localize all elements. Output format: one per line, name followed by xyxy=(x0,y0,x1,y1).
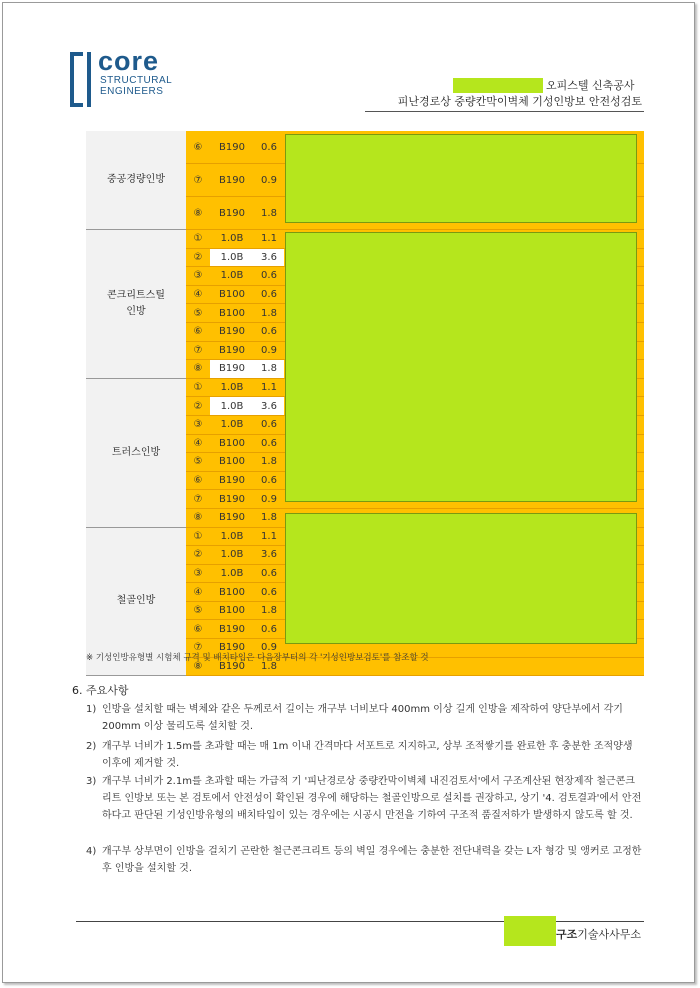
row-number-cell: ⑧ xyxy=(186,197,210,230)
list-item-3 xyxy=(86,773,644,824)
length-cell: 0.6 xyxy=(254,564,284,583)
length-cell: 0.6 xyxy=(254,267,284,286)
list-item-number: 2) xyxy=(86,741,97,752)
length-cell: 0.6 xyxy=(254,471,284,490)
type-cell: B190 xyxy=(210,131,254,164)
list-item-number: 3) xyxy=(86,776,97,787)
project-suffix: 오피스텔 신축공사 xyxy=(546,79,635,92)
row-number-cell: ② xyxy=(186,397,210,416)
list-item-1 xyxy=(86,701,644,735)
logo-line2: ENGINEERS xyxy=(100,86,164,97)
length-cell: 0.9 xyxy=(254,490,284,509)
row-number-cell: ④ xyxy=(186,434,210,453)
section-title: 6. 주요사항 xyxy=(72,684,129,697)
document-title: 피난경로상 중량칸막이벽체 기성인방보 안전성검토 xyxy=(397,95,642,108)
row-number-cell: ② xyxy=(186,248,210,267)
type-cell: 1.0B xyxy=(210,397,254,416)
length-cell: 3.6 xyxy=(254,248,284,267)
length-cell: 3.6 xyxy=(254,546,284,565)
redacted-project-name xyxy=(453,78,543,93)
length-cell: 1.1 xyxy=(254,527,284,546)
list-item-text: 개구부 너비가 1.5m를 초과할 때는 매 1m 이내 간격마다 서포트로 지지하고, 상부 조적쌓기를 완료한 후 충분한 조적양생 이후에 제거할 것. xyxy=(102,741,633,769)
type-cell: B190 xyxy=(210,508,254,527)
row-number-cell: ⑥ xyxy=(186,322,210,341)
length-cell: 1.8 xyxy=(254,453,284,472)
type-cell: B100 xyxy=(210,434,254,453)
row-number-cell: ⑥ xyxy=(186,471,210,490)
length-cell: 1.8 xyxy=(254,304,284,323)
list-item-number: 1) xyxy=(86,704,97,715)
header-divider xyxy=(365,111,644,112)
type-cell: B190 xyxy=(210,322,254,341)
row-number-cell: ⑦ xyxy=(186,639,210,658)
length-cell: 0.6 xyxy=(254,131,284,164)
row-number-cell: ⑧ xyxy=(186,360,210,379)
type-cell: B190 xyxy=(210,164,254,197)
category-cell: 중공경량인방 xyxy=(86,131,186,230)
list-item-text: 개구부 너비가 2.1m를 초과할 때는 가급적 기 '피난경로상 중량칸막이벽체 내진검토서'에서 구조계산된 현장제작 철근콘크리트 인방보 또는 본 검토에서 안전성이 확인된 경우에 해당하는 철골인방으로 설치를 권장하고, 상기 '4. 검토결과'에서 안전하다고 판단된 기성인방유형의 배치타입이 있는 경우에는 시공시 만전을 기하여 구조적 품질저하가 발생하지 않도록 할 것. xyxy=(102,776,642,821)
list-item-4 xyxy=(86,843,644,877)
row-number-cell: ③ xyxy=(186,564,210,583)
row-number-cell: ⑧ xyxy=(186,657,210,676)
footer-office xyxy=(556,926,641,942)
redacted-office-name xyxy=(504,916,556,946)
type-cell: B190 xyxy=(210,639,254,658)
type-cell: B100 xyxy=(210,453,254,472)
type-cell: 1.0B xyxy=(210,267,254,286)
length-cell: 1.1 xyxy=(254,230,284,249)
length-cell: 0.6 xyxy=(254,322,284,341)
row-number-cell: ⑧ xyxy=(186,508,210,527)
length-cell: 1.1 xyxy=(254,378,284,397)
logo-line1: STRUCTURAL xyxy=(100,75,173,86)
list-item-text: 인방을 설치할 때는 벽체와 같은 두께로서 길이는 개구부 너비보다 400mm 이상 길게 인방을 제작하여 양단부에서 각기 200mm 이상 물리도록 설치할 것. xyxy=(102,704,623,732)
row-number-cell: ⑤ xyxy=(186,304,210,323)
length-cell: 0.6 xyxy=(254,415,284,434)
type-cell: B100 xyxy=(210,285,254,304)
type-cell: B190 xyxy=(210,620,254,639)
length-cell: 0.6 xyxy=(254,434,284,453)
row-number-cell: ⑥ xyxy=(186,620,210,639)
length-cell: 0.9 xyxy=(254,164,284,197)
length-cell: 1.8 xyxy=(254,508,284,527)
row-number-cell: ① xyxy=(186,378,210,397)
redacted-result-block-2 xyxy=(285,232,637,502)
length-cell: 1.8 xyxy=(254,197,284,230)
category-cell: 트러스인방 xyxy=(86,378,186,527)
type-cell: 1.0B xyxy=(210,248,254,267)
type-cell: B100 xyxy=(210,601,254,620)
row-number-cell: ① xyxy=(186,230,210,249)
row-number-cell: ⑤ xyxy=(186,601,210,620)
row-number-cell: ⑥ xyxy=(186,131,210,164)
row-number-cell: ④ xyxy=(186,583,210,602)
redacted-result-block-3 xyxy=(285,513,637,644)
list-item-number: 4) xyxy=(86,846,97,857)
length-cell: 1.8 xyxy=(254,360,284,379)
footer-divider xyxy=(76,921,644,922)
type-cell: 1.0B xyxy=(210,415,254,434)
logo-bracket-left xyxy=(70,52,83,107)
length-cell: 0.6 xyxy=(254,285,284,304)
type-cell: B190 xyxy=(210,197,254,230)
list-item-2 xyxy=(86,738,644,772)
table-note: ※ 기성인방유형별 시험체 규격 및 배치타입은 다음장부터의 각 '기성인방보검토'를 참조할 것 xyxy=(86,653,429,663)
type-cell: B100 xyxy=(210,583,254,602)
type-cell: B100 xyxy=(210,304,254,323)
length-cell: 3.6 xyxy=(254,397,284,416)
category-cell: 콘크리트스틸 인방 xyxy=(86,230,186,379)
list-item-text: 개구부 상부면이 인방을 걸치기 곤란한 철근콘크리트 등의 벽일 경우에는 충분한 전단내력을 갖는 L자 형강 및 앵커로 고정한 후 인방을 설치할 것. xyxy=(102,846,642,874)
type-cell: 1.0B xyxy=(210,527,254,546)
row-number-cell: ① xyxy=(186,527,210,546)
type-cell: B190 xyxy=(210,490,254,509)
length-cell: 0.6 xyxy=(254,620,284,639)
type-cell: 1.0B xyxy=(210,546,254,565)
redacted-result-block-1 xyxy=(285,134,637,223)
length-cell: 0.9 xyxy=(254,639,284,658)
type-cell: 1.0B xyxy=(210,378,254,397)
logo-word: core xyxy=(98,46,160,76)
type-cell: B190 xyxy=(210,657,254,676)
type-cell: B190 xyxy=(210,471,254,490)
type-cell: B190 xyxy=(210,341,254,360)
length-cell: 1.8 xyxy=(254,657,284,676)
category-cell: 철골인방 xyxy=(86,527,186,676)
logo-bracket-right xyxy=(83,52,91,107)
row-number-cell: ⑦ xyxy=(186,490,210,509)
footer-office-bold: 구조 xyxy=(556,928,578,941)
row-number-cell: ④ xyxy=(186,285,210,304)
type-cell: 1.0B xyxy=(210,564,254,583)
row-number-cell: ② xyxy=(186,546,210,565)
company-logo xyxy=(70,46,190,112)
length-cell: 0.6 xyxy=(254,583,284,602)
length-cell: 1.8 xyxy=(254,601,284,620)
length-cell: 0.9 xyxy=(254,341,284,360)
row-number-cell: ⑦ xyxy=(186,341,210,360)
footer-office-rest: 기술사사무소 xyxy=(577,928,642,941)
row-number-cell: ③ xyxy=(186,267,210,286)
type-cell: B190 xyxy=(210,360,254,379)
type-cell: 1.0B xyxy=(210,230,254,249)
row-number-cell: ⑤ xyxy=(186,453,210,472)
row-number-cell: ⑦ xyxy=(186,164,210,197)
row-number-cell: ③ xyxy=(186,415,210,434)
